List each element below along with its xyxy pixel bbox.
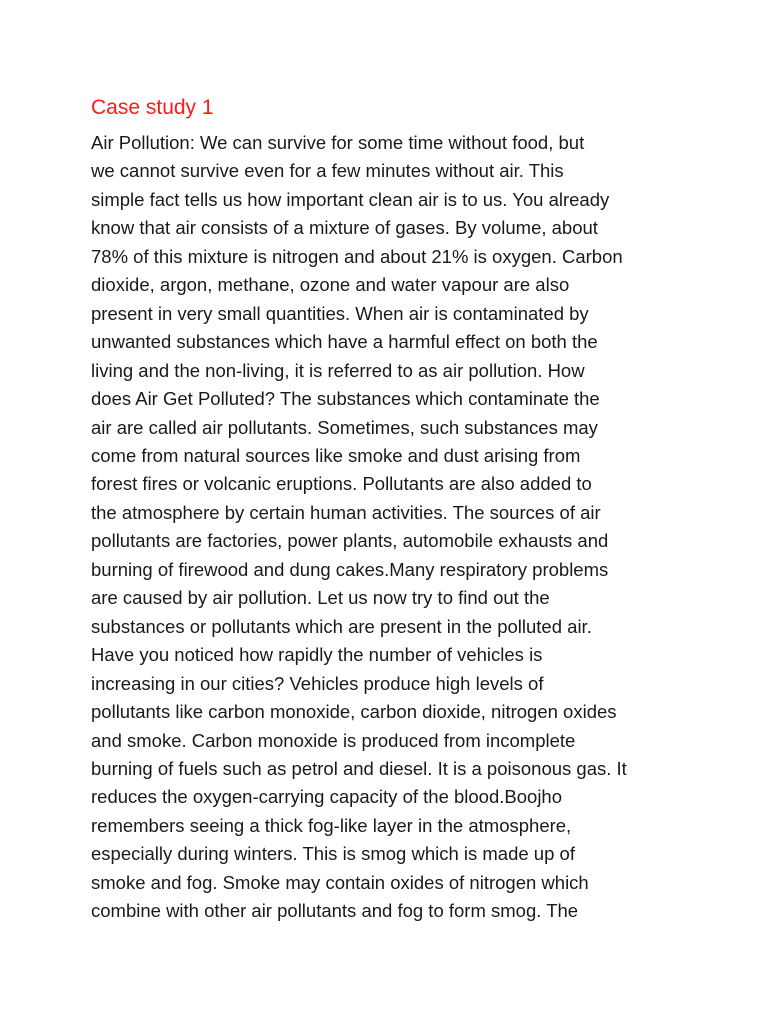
body-line: reduces the oxygen-carrying capacity of the blood.Boojho <box>91 786 563 808</box>
body-line: especially during winters. This is smog which is made up of <box>91 843 575 865</box>
body-line: 78% of this mixture is nitrogen and about 21% is oxygen. Carbon <box>91 245 623 267</box>
case-study-body <box>91 129 691 926</box>
body-line: present in very small quantities. When air is contaminated by <box>91 302 589 324</box>
body-line: substances or pollutants which are present in the polluted air. <box>91 615 592 637</box>
body-line: Have you noticed how rapidly the number of vehicles is <box>91 644 543 666</box>
body-line: smoke and fog. Smoke may contain oxides of nitrogen which <box>91 871 589 893</box>
case-study-heading: Case study 1 <box>91 96 214 119</box>
body-line: are caused by air pollution. Let us now try to find out the <box>91 587 550 609</box>
body-line: know that air consists of a mixture of gases. By volume, about <box>91 217 598 239</box>
body-line: pollutants like carbon monoxide, carbon dioxide, nitrogen oxides <box>91 701 617 723</box>
body-line: simple fact tells us how important clean air is to us. You already <box>91 188 610 210</box>
body-line: living and the non-living, it is referred to as air pollution. How <box>91 359 585 381</box>
body-line: the atmosphere by certain human activities. The sources of air <box>91 501 601 523</box>
body-line: remembers seeing a thick fog-like layer in the atmosphere, <box>91 814 572 836</box>
body-line: we cannot survive even for a few minutes without air. This <box>91 160 564 182</box>
body-line: unwanted substances which have a harmful effect on both the <box>91 331 598 353</box>
body-line: pollutants are factories, power plants, automobile exhausts and <box>91 530 609 552</box>
body-line: combine with other air pollutants and fog to form smog. The <box>91 900 579 922</box>
body-line: does Air Get Polluted? The substances which contaminate the <box>91 388 600 410</box>
body-line: burning of firewood and dung cakes.Many respiratory problems <box>91 558 609 580</box>
body-line: dioxide, argon, methane, ozone and water vapour are also <box>91 274 570 296</box>
body-line: burning of fuels such as petrol and diesel. It is a poisonous gas. It <box>91 757 627 779</box>
body-line: air are called air pollutants. Sometimes, such substances may <box>91 416 598 438</box>
body-line: come from natural sources like smoke and dust arising from <box>91 444 581 466</box>
body-line: increasing in our cities? Vehicles produce high levels of <box>91 672 544 694</box>
body-line: Air Pollution: We can survive for some time without food, but <box>91 132 585 153</box>
body-line: and smoke. Carbon monoxide is produced from incomplete <box>91 729 576 751</box>
body-line: forest fires or volcanic eruptions. Pollutants are also added to <box>91 473 592 495</box>
